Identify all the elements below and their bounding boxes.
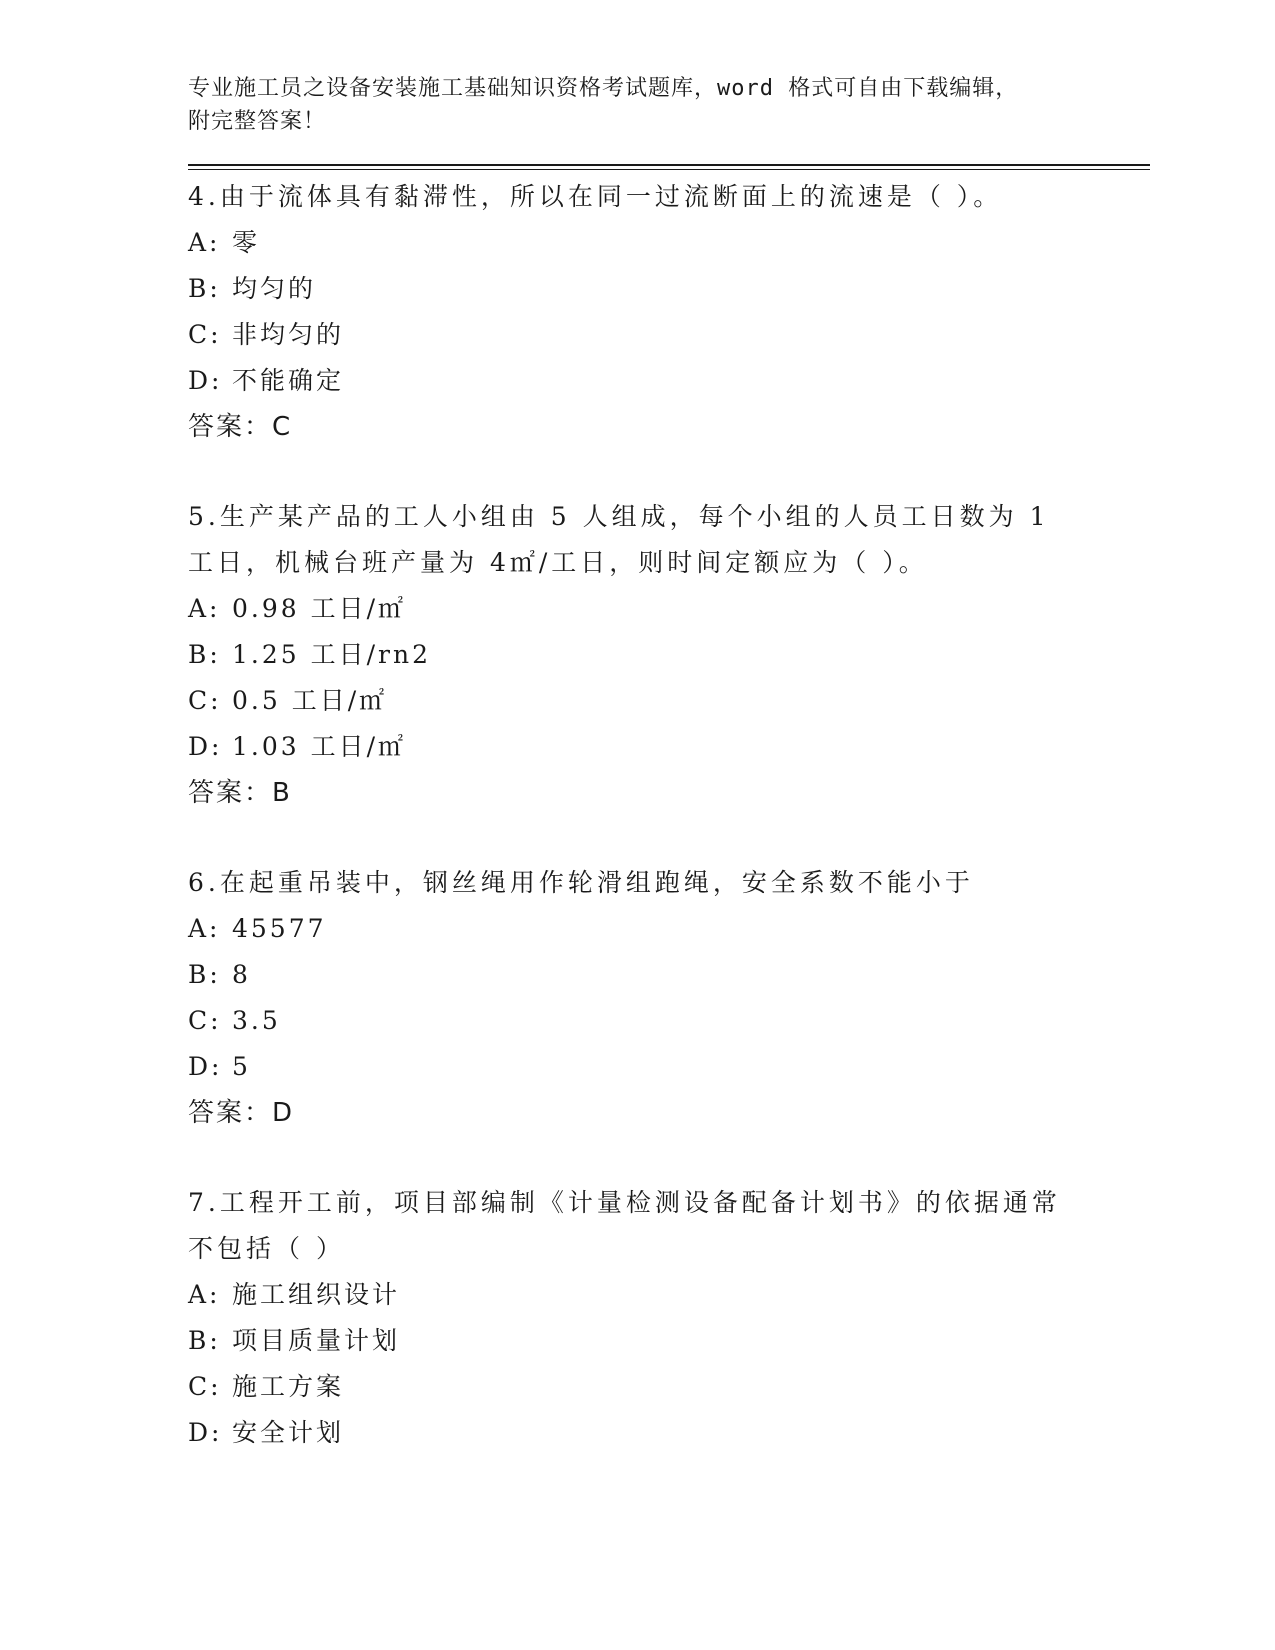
option-letter: C: xyxy=(188,686,222,715)
question-stem: 5.生产某产品的工人小组由 5 人组成，每个小组的人员工日数为 1 工日，机械台班产量为 4㎡/工日，则时间定额应为（ ）。 xyxy=(188,502,1050,577)
option-letter: A: xyxy=(188,594,221,623)
document-page xyxy=(188,70,1150,1456)
option-letter: A: xyxy=(188,914,221,943)
option-a xyxy=(188,1272,1150,1318)
header-line-1: 专业施工员之设备安装施工基础知识资格考试题库，word 格式可自由下载编辑， xyxy=(188,76,1019,101)
option-text: 均匀的 xyxy=(232,274,317,303)
answer-line: 答案：C xyxy=(188,412,293,442)
option-text: 45577 xyxy=(232,914,327,943)
option-letter: D: xyxy=(188,1418,223,1447)
question-4 xyxy=(188,174,1150,450)
option-text: 零 xyxy=(232,228,261,257)
option-d xyxy=(188,724,1150,770)
question-5 xyxy=(188,494,1150,816)
option-b xyxy=(188,632,1150,678)
option-letter: C: xyxy=(188,1006,222,1035)
answer-line: 答案：D xyxy=(188,1098,295,1128)
option-text: 安全计划 xyxy=(232,1418,345,1447)
option-text: 0.98 工日/㎡ xyxy=(232,594,407,623)
option-c xyxy=(188,1364,1150,1410)
option-letter: D: xyxy=(188,366,223,395)
document-header xyxy=(188,70,1068,138)
option-letter: D: xyxy=(188,1052,223,1081)
question-7 xyxy=(188,1180,1150,1456)
option-b xyxy=(188,952,1150,998)
option-text: 1.25 工日/rn2 xyxy=(232,640,431,669)
header-divider xyxy=(188,164,1150,170)
option-letter: C: xyxy=(188,320,222,349)
option-letter: C: xyxy=(188,1372,222,1401)
option-b xyxy=(188,1318,1150,1364)
option-letter: D: xyxy=(188,732,223,761)
option-letter: B: xyxy=(188,960,221,989)
option-a xyxy=(188,906,1150,952)
option-d xyxy=(188,1044,1150,1090)
option-a xyxy=(188,220,1150,266)
option-text: 项目质量计划 xyxy=(232,1326,401,1355)
answer-line: 答案：B xyxy=(188,778,292,808)
option-text: 非均匀的 xyxy=(232,320,345,349)
option-letter: A: xyxy=(188,228,221,257)
header-line-2: 附完整答案！ xyxy=(188,109,327,134)
option-text: 1.03 工日/㎡ xyxy=(232,732,407,761)
option-letter: B: xyxy=(188,640,221,669)
option-letter: B: xyxy=(188,274,221,303)
option-text: 施工方案 xyxy=(232,1372,345,1401)
option-text: 不能确定 xyxy=(232,366,345,395)
option-text: 0.5 工日/㎡ xyxy=(232,686,388,715)
option-c xyxy=(188,678,1150,724)
question-stem: 6.在起重吊装中，钢丝绳用作轮滑组跑绳，安全系数不能小于 xyxy=(188,868,974,897)
question-stem: 4.由于流体具有黏滞性，所以在同一过流断面上的流速是（ ）。 xyxy=(188,182,1003,211)
option-d xyxy=(188,358,1150,404)
option-text: 3.5 xyxy=(232,1006,281,1035)
option-letter: A: xyxy=(188,1280,221,1309)
question-stem: 7.工程开工前，项目部编制《计量检测设备配备计划书》的依据通常不包括（ ） xyxy=(188,1188,1061,1263)
option-text: 5 xyxy=(232,1052,251,1081)
option-c xyxy=(188,998,1150,1044)
option-text: 8 xyxy=(232,960,251,989)
option-a xyxy=(188,586,1150,632)
option-d xyxy=(188,1410,1150,1456)
question-6 xyxy=(188,860,1150,1136)
option-c xyxy=(188,312,1150,358)
option-letter: B: xyxy=(188,1326,221,1355)
option-b xyxy=(188,266,1150,312)
option-text: 施工组织设计 xyxy=(232,1280,401,1309)
